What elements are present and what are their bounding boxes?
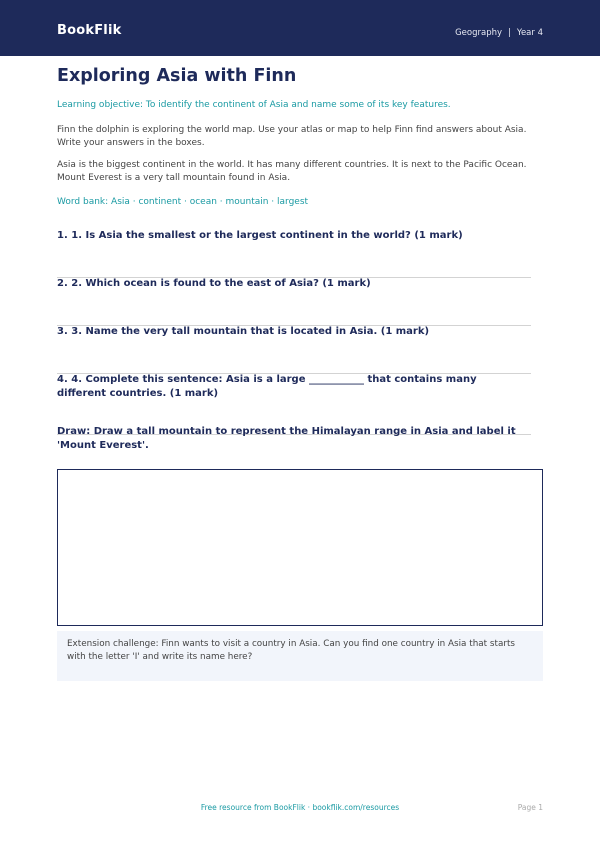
subject-label: Geography xyxy=(455,28,503,38)
drawing-box[interactable] xyxy=(57,469,543,626)
footer-text: Free resource from BookFlik · bookflik.com/resources xyxy=(200,803,400,812)
question-3: 3. 3. Name the very tall mountain that is located in Asia. (1 mark) xyxy=(57,326,430,337)
question-4: 4. 4. Complete this sentence: Asia is a large ___________ that contains many different countries. (1 mark) xyxy=(57,374,477,399)
header-bar xyxy=(0,0,600,56)
intro-paragraph-2: Asia is the biggest continent in the world. It has many different countries. It is next to the Pacific Ocean. Mount Everest is a very tall mountain found in Asia. xyxy=(57,160,527,183)
extension-challenge: Extension challenge: Finn wants to visit a country in Asia. Can you find one country in Asia that starts with the letter 'I' and write its name here? xyxy=(57,631,543,681)
page-title: Exploring Asia with Finn xyxy=(57,66,297,86)
word-bank: Word bank: Asia · continent · ocean · mountain · largest xyxy=(57,197,309,207)
page-number: Page 1 xyxy=(517,803,543,812)
meta-separator: | xyxy=(508,28,511,38)
header-meta xyxy=(455,28,543,38)
brand-logo: BookFlik xyxy=(57,23,122,38)
intro-paragraph-1: Finn the dolphin is exploring the world map. Use your atlas or map to help Finn find answers about Asia. Write your answers in the boxes. xyxy=(57,125,527,148)
draw-prompt: Draw: Draw a tall mountain to represent the Himalayan range in Asia and label it 'Mount Everest'. xyxy=(57,426,516,451)
question-1: 1. 1. Is Asia the smallest or the largest continent in the world? (1 mark) xyxy=(57,230,463,241)
year-label: Year 4 xyxy=(516,28,543,38)
learning-objective: Learning objective: To identify the continent of Asia and name some of its key features. xyxy=(57,100,451,110)
question-2: 2. 2. Which ocean is found to the east of Asia? (1 mark) xyxy=(57,278,371,289)
